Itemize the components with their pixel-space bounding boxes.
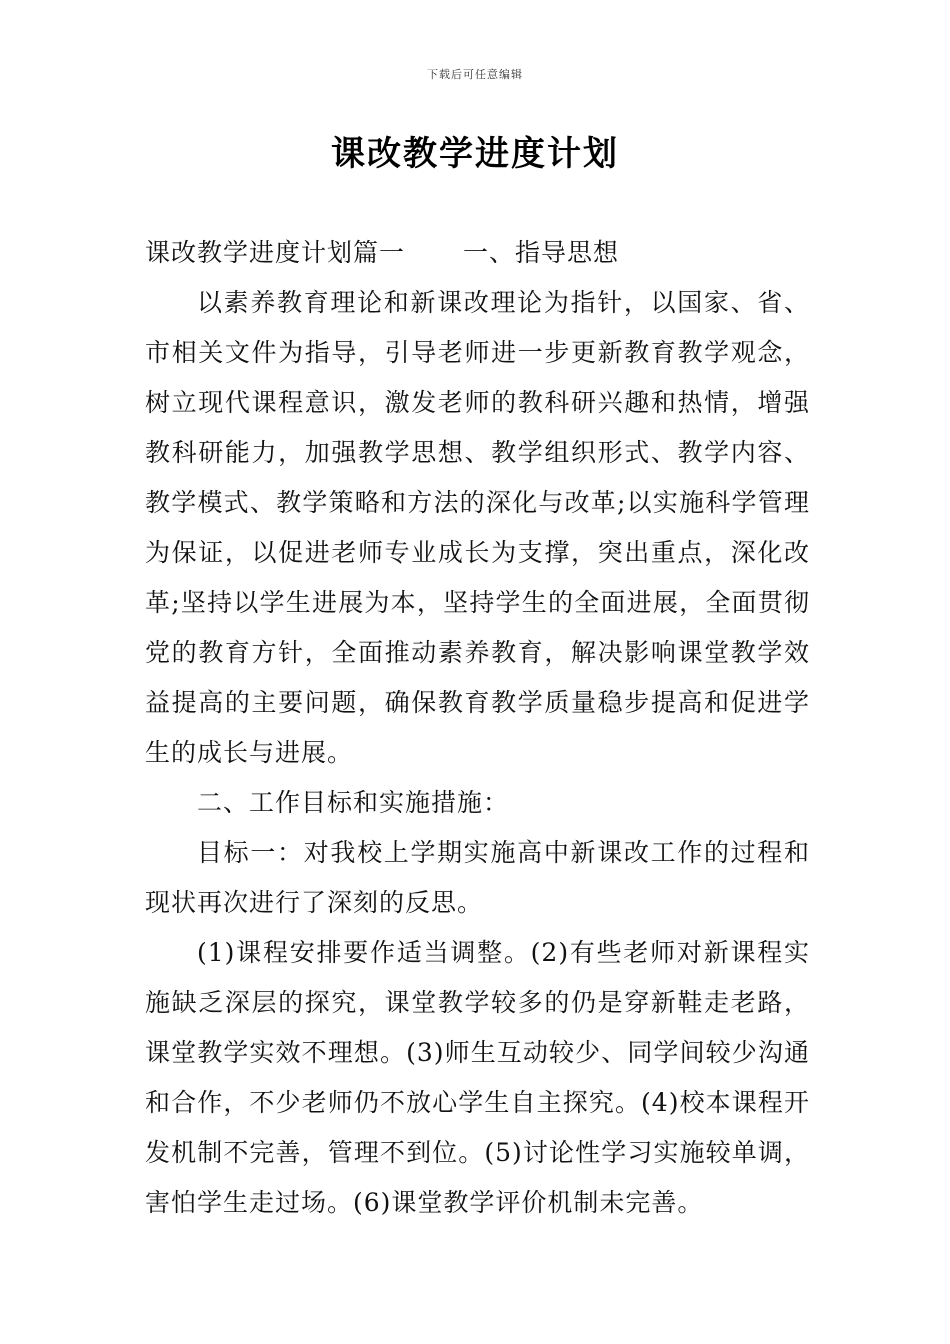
paragraph-work-goals-heading: 二、工作目标和实施措施： [197, 788, 510, 817]
paragraph-problem-list: (1)课程安排要作适当调整。(2)有些老师对新课程实施缺乏深层的探究，课堂教学较多的仍是穿新鞋走老路，课堂教学实效不理想。(3)师生互动较少、同学间较少沟通和合作，不少老师仍不放心学生自主探究。(4)校本课程开发机制不完善，管理不到位。(5)讨论性学习实施较单调，害怕学生走过场。(6)课堂教学评价机制未完善。 [145, 938, 810, 1217]
section-intro-line [145, 228, 810, 278]
paragraph-guiding-thought: 以素养教育理论和新课改理论为指针，以国家、省、市相关文件为指导，引导老师进一步更新教育教学观念，树立现代课程意识，激发老师的教科研兴趣和热情，增强教科研能力，加强教学思想、教学组织形式、教学内容、教学模式、教学策略和方法的深化与改革;以实施科学管理为保证，以促进老师专业成长为支撑，突出重点，深化改革;坚持以学生进展为本，坚持学生的全面进展，全面贯彻党的教育方针，全面推动素养教育，解决影响课堂教学效益提高的主要问题，确保教育教学质量稳步提高和促进学生的成长与进展。 [145, 288, 810, 767]
paragraph-goal-one: 目标一：对我校上学期实施高中新课改工作的过程和现状再次进行了深刻的反思。 [145, 838, 810, 917]
document-title: 课改教学进度计划 [331, 134, 619, 174]
page-header-note: 下载后可任意编辑 [427, 68, 523, 81]
section-heading: 一、指导思想 [463, 238, 620, 267]
document-body [145, 228, 810, 1228]
section-label: 课改教学进度计划篇一 [145, 238, 406, 267]
